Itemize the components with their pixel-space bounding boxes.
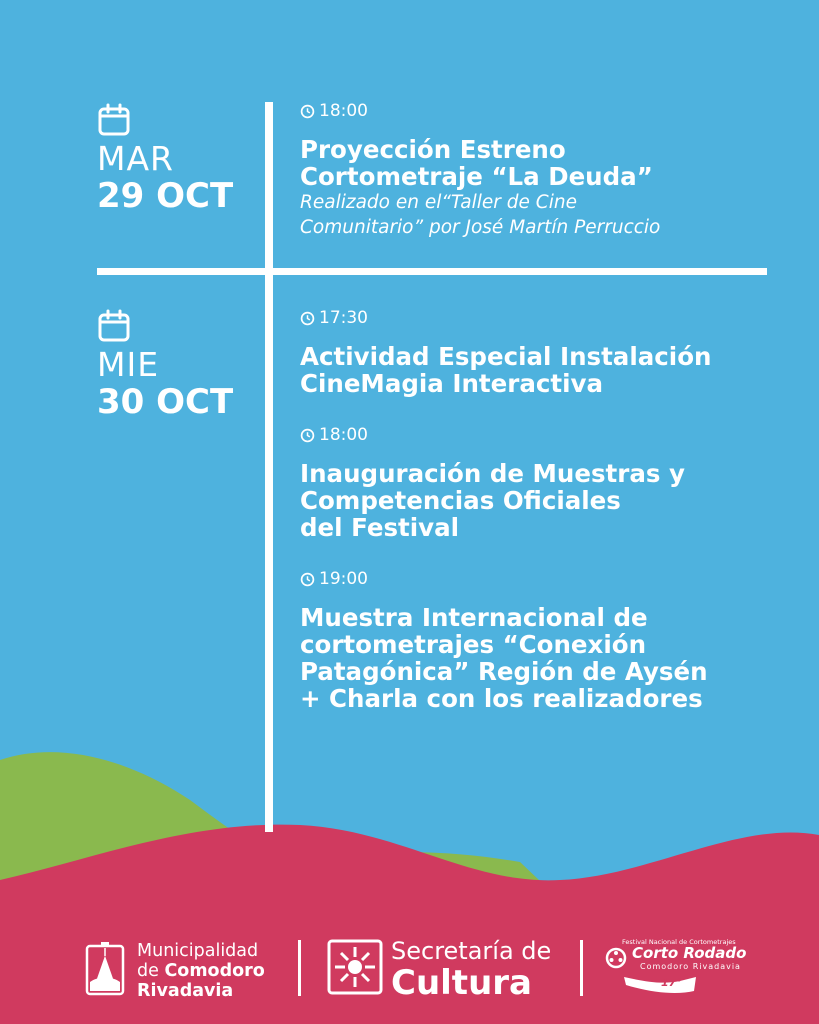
clock-icon	[300, 572, 315, 587]
calendar-icon	[97, 103, 131, 137]
event-title: Inauguración de Muestras y Competencias Oficiales del Festival	[300, 459, 685, 542]
municipalidad-text	[137, 941, 265, 1001]
event-2	[300, 307, 770, 397]
event-1	[300, 100, 770, 240]
cultura-emblem-icon	[327, 939, 383, 995]
footer-separator	[298, 940, 301, 996]
event-time	[300, 100, 770, 122]
muni-line2-bold: Comodoro	[164, 961, 265, 981]
timeline-divider-line	[97, 268, 767, 275]
secretaria-text	[391, 937, 551, 1001]
event-3	[300, 424, 770, 541]
event-time	[300, 307, 770, 329]
day-date: 29 OCT	[97, 176, 234, 216]
event-title: Muestra Internacional de cortometrajes “Conexión Patagónica” Región de Aysén + Charla con los realizadores	[300, 603, 708, 713]
secretaria-line1: Secretaría de	[391, 937, 552, 965]
muni-line2	[137, 961, 265, 981]
event-time	[300, 424, 770, 446]
festival-city: Comodoro Rivadavia	[640, 962, 741, 971]
film-strip-icon	[622, 973, 698, 995]
event-time	[300, 568, 770, 590]
event-time-label: 17:30	[319, 308, 368, 328]
day-block-1	[97, 103, 233, 215]
clock-icon	[300, 104, 315, 119]
timeline-vertical-line	[265, 102, 273, 832]
event-title: Proyección Estreno Cortometraje “La Deuda”	[300, 135, 653, 191]
lighthouse-crest-icon	[84, 938, 126, 998]
day-block-2	[97, 309, 233, 421]
footer-separator	[580, 940, 583, 996]
event-time-label: 19:00	[319, 569, 368, 589]
secretaria-line2: Cultura	[391, 963, 532, 1003]
festival-name: Corto Rodado	[632, 944, 747, 962]
festival-top-text: Festival Nacional de Cortometrajes	[622, 938, 736, 946]
day-of-week: MIE	[97, 345, 160, 384]
day-date: 30 OCT	[97, 382, 234, 422]
muni-line3: Rivadavia	[137, 981, 234, 1001]
festival-edition: 17°	[661, 976, 682, 989]
event-time-label: 18:00	[319, 101, 368, 121]
calendar-icon	[97, 309, 131, 343]
event-time-label: 18:00	[319, 425, 368, 445]
day-of-week: MAR	[97, 139, 174, 178]
event-subtitle: Realizado en el“Taller de Cine Comunitario” por José Martín Perruccio	[300, 192, 661, 238]
event-title: Actividad Especial Instalación CineMagia Interactiva	[300, 342, 712, 398]
event-4	[300, 568, 770, 712]
clock-icon	[300, 428, 315, 443]
clock-icon	[300, 311, 315, 326]
muni-line1: Municipalidad	[137, 941, 259, 961]
film-reel-icon	[605, 944, 627, 974]
muni-line2-prefix: de	[137, 961, 165, 981]
